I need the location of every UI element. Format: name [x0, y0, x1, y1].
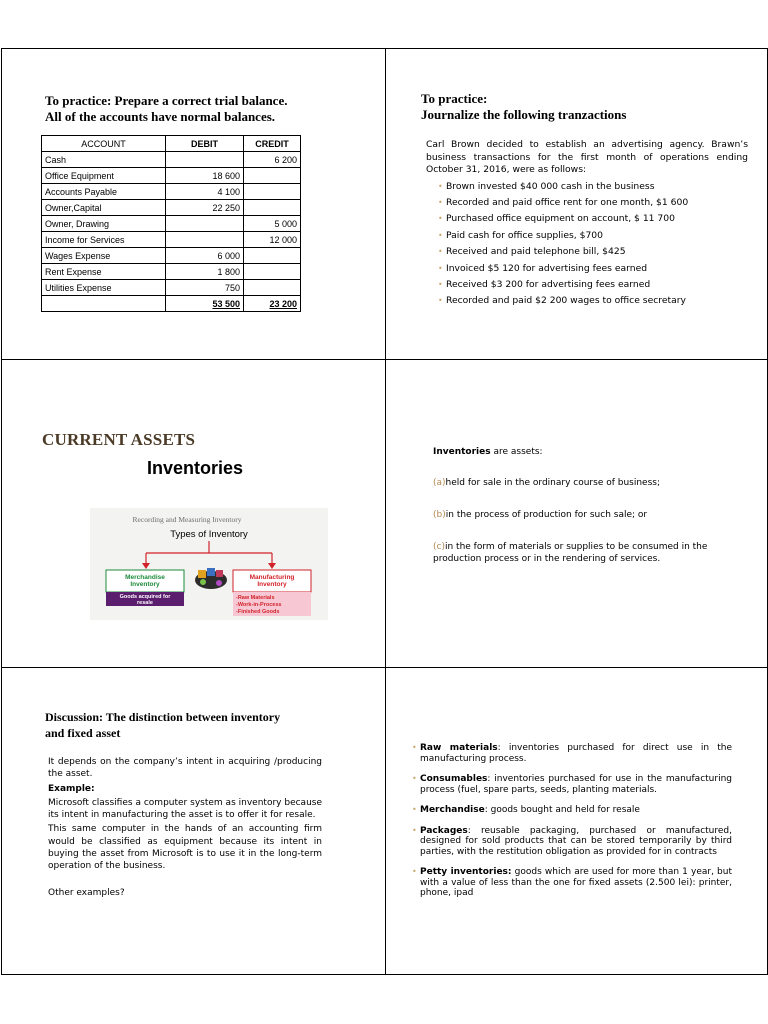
item-text: : goods bought and held for resale	[484, 805, 640, 815]
categories-list	[412, 743, 732, 909]
list-item	[438, 263, 748, 276]
total-label	[42, 296, 166, 312]
bullet-icon: •	[438, 263, 443, 273]
list-item-text: Brown invested $40 000 cash in the business	[446, 180, 655, 192]
cell-debit	[166, 216, 244, 232]
cell-credit	[244, 200, 301, 216]
slide-discussion	[2, 668, 385, 974]
cell-credit	[244, 280, 301, 296]
slide-inventory-categories	[386, 668, 768, 974]
merchandise-title: Merchandise Inventory	[125, 574, 165, 588]
item-text: in the form of materials or supplies to be consumed in the production process or in the rendering of services.	[433, 542, 708, 564]
cell-debit: 4 100	[166, 184, 244, 200]
lead-term: Inventories	[433, 447, 491, 457]
slide-title	[421, 91, 626, 123]
cell-account: Cash	[42, 152, 166, 168]
table-row	[42, 168, 301, 184]
total-debit: 53 500	[212, 298, 240, 309]
item-text: : reusable packaging, purchased or manufactured, designed for sold products that can be stored temporarily by third parties, with the restitution obligation as provided for in contracts	[420, 825, 732, 857]
item-label: (b)	[433, 510, 446, 520]
arrow-head-right-icon	[268, 563, 276, 569]
list-item-text: Invoiced $5 120 for advertising fees earned	[446, 262, 648, 274]
diagram-title: Types of Inventory	[170, 529, 248, 540]
lead-text: are assets:	[490, 447, 543, 457]
title-line: To practice: Prepare a correct trial balance.	[45, 93, 288, 108]
cell-debit: 22 250	[166, 200, 244, 216]
title-line: Discussion: The distinction between inventory	[45, 710, 281, 724]
intro-paragraph: Carl Brown decided to establish an advertising agency. Brawn’s business transactions for the first month of operations ending October 31, 2016, were as follows:	[426, 139, 748, 176]
cell-account: Owner, Drawing	[42, 216, 166, 232]
manufacturing-item: -Raw Materials	[236, 595, 275, 601]
cell-debit: 1 800	[166, 264, 244, 280]
example-label: Example:	[48, 783, 95, 794]
list-item	[412, 826, 732, 858]
trial-balance-table	[41, 135, 301, 312]
slide-inventories-definition	[386, 360, 768, 667]
list-item-text: Received $3 200 for advertising fees earned	[446, 278, 651, 290]
cell-debit	[166, 152, 244, 168]
item-text: held for sale in the ordinary course of business;	[445, 478, 661, 488]
bullet-icon: •	[438, 279, 443, 289]
list-item	[438, 295, 748, 308]
table-row	[42, 280, 301, 296]
table-row	[42, 248, 301, 264]
bullet-icon: •	[438, 296, 443, 306]
cell-credit	[244, 184, 301, 200]
item-label: (a)	[433, 478, 446, 488]
title-line: Journalize the following tranzactions	[421, 107, 627, 122]
list-item-text: Purchased office equipment on account, $ 11 700	[446, 213, 675, 225]
table-row	[42, 200, 301, 216]
title-line: To practice:	[421, 91, 488, 106]
slide-trial-balance	[2, 49, 385, 359]
cell-debit: 6 000	[166, 248, 244, 264]
section-heading: CURRENT ASSETS	[42, 430, 196, 449]
bullet-icon: •	[412, 867, 417, 876]
list-item	[438, 279, 748, 292]
item-text: in the process of production for such sale; or	[445, 510, 648, 520]
item-term: Packages	[420, 825, 468, 836]
bullet-icon: •	[438, 181, 443, 191]
table-row	[42, 232, 301, 248]
bullet-icon: •	[412, 774, 417, 783]
list-item	[412, 774, 732, 795]
cell-account: Rent Expense	[42, 264, 166, 280]
manufacturing-item: -Finished Goods	[236, 609, 280, 615]
slide-current-assets	[2, 360, 385, 667]
arrow-head-left-icon	[142, 563, 150, 569]
lead-line	[433, 446, 733, 458]
header-account: ACCOUNT	[42, 136, 166, 152]
bullet-icon: •	[438, 230, 443, 240]
table-row	[42, 264, 301, 280]
cell-debit: 18 600	[166, 168, 244, 184]
list-item	[412, 805, 732, 816]
list-item	[412, 743, 732, 764]
cell-account: Wages Expense	[42, 248, 166, 264]
cell-account: Income for Services	[42, 232, 166, 248]
cell-credit	[244, 168, 301, 184]
list-item	[438, 230, 748, 243]
item-text: : inventories purchased for use in the manufacturing process (fuel, spare parts, seeds, planting materials.	[420, 774, 732, 795]
bullet-icon: •	[438, 214, 443, 224]
table-total-row	[42, 296, 301, 312]
bullet-icon: •	[412, 743, 417, 752]
cell-debit	[166, 232, 244, 248]
slide-journalize	[386, 49, 768, 359]
item-text: : inventories purchased for direct use in the manufacturing process.	[420, 743, 732, 764]
discussion-body	[48, 756, 322, 901]
header-debit: DEBIT	[166, 136, 244, 152]
table-row	[42, 216, 301, 232]
table-header-row	[42, 136, 301, 152]
title-line: and fixed asset	[45, 726, 121, 740]
inventory-types-diagram	[90, 508, 328, 620]
manufacturing-title: Manufacturing Inventory	[249, 574, 295, 588]
paragraph: This same computer in the hands of an accounting firm would be classified as equipment because its intent in buying the asset from Microsoft is to use it in the long-term operation of the business.	[48, 824, 322, 872]
list-item-text: Paid cash for office supplies, $700	[446, 229, 603, 241]
table-row	[42, 184, 301, 200]
list-item-text: Received and paid telephone bill, $425	[446, 246, 626, 258]
bullet-icon: •	[412, 825, 417, 835]
item-term: Raw materials	[420, 743, 498, 753]
cell-credit	[244, 248, 301, 264]
definition-item	[433, 541, 733, 565]
cell-credit	[244, 264, 301, 280]
item-label: (c)	[433, 542, 445, 552]
title-line: All of the accounts have normal balances.	[45, 109, 276, 124]
merchandise-body: Goods acquired for resale	[119, 594, 171, 606]
cell-account: Accounts Payable	[42, 184, 166, 200]
list-item	[438, 213, 748, 226]
cell-credit: 6 200	[244, 152, 301, 168]
manufacturing-item: -Work-in-Process	[236, 602, 282, 608]
definition-body	[433, 446, 733, 565]
definition-item	[433, 509, 733, 521]
cell-account: Office Equipment	[42, 168, 166, 184]
cell-debit: 750	[166, 280, 244, 296]
list-item	[438, 197, 748, 210]
paragraph: Microsoft classifies a computer system as inventory because its intent in manufacturing the asset is to offer it for resale.	[48, 797, 322, 821]
slide-title	[45, 93, 287, 125]
transactions-body	[426, 139, 748, 308]
paragraph: It depends on the company’s intent in acquiring /producing the asset.	[48, 757, 322, 780]
cell-account: Owner,Capital	[42, 200, 166, 216]
inventory-goods-icon	[195, 568, 227, 589]
definition-item	[433, 477, 733, 489]
list-item-text: Recorded and paid office rent for one month, $1 600	[446, 196, 689, 208]
handout-grid	[1, 48, 768, 975]
item-term: Merchandise	[420, 805, 485, 815]
transaction-list	[426, 181, 748, 308]
list-item	[412, 867, 732, 899]
bullet-icon: •	[412, 805, 417, 814]
cell-account: Utilities Expense	[42, 280, 166, 296]
cell-credit: 5 000	[244, 216, 301, 232]
total-credit: 23 200	[269, 298, 297, 309]
item-term: Consumables	[420, 774, 488, 784]
slide-title	[45, 709, 280, 741]
item-text: goods which are used for more than 1 year, but with a value of less than the one for fixed assets (2.500 lei): printer, phone, ipad	[420, 867, 733, 898]
header-credit: CREDIT	[244, 136, 301, 152]
list-item	[438, 181, 748, 194]
diagram-graphic	[90, 508, 328, 620]
diagram-caption: Recording and Measuring Inventory	[132, 515, 242, 524]
table-row	[42, 152, 301, 168]
bullet-icon: •	[438, 197, 443, 207]
item-term: Petty inventories:	[420, 867, 512, 877]
cell-credit: 12 000	[244, 232, 301, 248]
list-item-text: Recorded and paid $2 200 wages to office secretary	[446, 295, 686, 307]
bullet-icon: •	[438, 247, 443, 257]
list-item	[438, 246, 748, 259]
slide-subheading: Inventories	[147, 458, 244, 478]
closing-question: Other examples?	[48, 887, 125, 898]
